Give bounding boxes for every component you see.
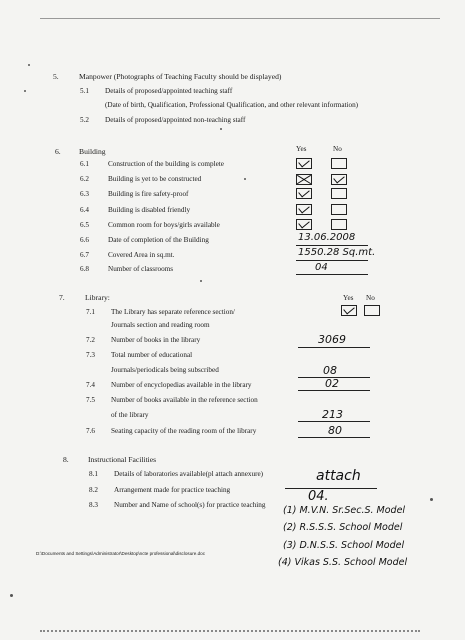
- item-6-8-number: 6.8: [80, 265, 89, 273]
- item-7-6-number: 7.6: [86, 427, 95, 435]
- item-7-4-answer: 02: [325, 377, 339, 390]
- item-6-2-no-box: [331, 174, 347, 185]
- item-6-4-no-box: [331, 204, 347, 215]
- item-7-1-yes-box: [341, 305, 357, 316]
- item-6-3-label: Building is fire safety-proof: [108, 190, 189, 198]
- check-mark-icon: [333, 172, 345, 183]
- check-mark-icon: [298, 217, 310, 228]
- item-7-3-answer: 08: [323, 364, 337, 377]
- item-7-5-answer: 213: [322, 408, 343, 421]
- item-6-2-number: 6.2: [80, 175, 89, 183]
- item-6-3-no-box: [331, 188, 347, 199]
- answer-underline: [298, 347, 370, 348]
- item-8-1-answer: attach: [316, 468, 361, 484]
- item-6-1-no-box: [331, 158, 347, 169]
- answer-underline: [296, 274, 368, 275]
- scan-speck: [200, 280, 202, 282]
- item-5-2-number: 5.2: [80, 116, 89, 124]
- answer-underline: [298, 437, 370, 438]
- item-6-4-yes-box: [296, 204, 312, 215]
- item-7-1-number: 7.1: [86, 308, 95, 316]
- item-6-3-yes-box: [296, 188, 312, 199]
- item-6-7-answer: 1550.28 Sq.mt.: [298, 247, 376, 258]
- item-6-4-number: 6.4: [80, 206, 89, 214]
- scan-speck: [244, 178, 246, 180]
- check-mark-icon: [298, 156, 310, 167]
- item-6-1-yes-box: [296, 158, 312, 169]
- school-2: (2) R.S.S.S. School Model: [283, 522, 403, 533]
- item-7-3-number: 7.3: [86, 351, 95, 359]
- answer-underline: [296, 245, 368, 246]
- item-8-3-label: Number and Name of school(s) for practice teaching: [114, 501, 266, 509]
- scan-speck: [28, 64, 30, 66]
- item-6-4-label: Building is disabled friendly: [108, 206, 191, 214]
- item-8-1-label: Details of laboratories available(pl attach annexure): [114, 470, 264, 478]
- section-8-title: Instructional Facilities: [88, 455, 157, 464]
- answer-underline: [298, 421, 370, 422]
- section-6-number: 6.: [55, 147, 61, 156]
- school-3: (3) D.N.S.S. School Model: [283, 540, 405, 551]
- item-7-2-answer: 3069: [318, 333, 346, 346]
- item-6-8-label: Number of classrooms: [108, 265, 174, 273]
- item-7-5-label-line2: of the library: [111, 411, 149, 419]
- item-7-1-label-line2: Journals section and reading room: [111, 321, 210, 329]
- item-6-5-yes-box: [296, 219, 312, 230]
- item-8-2-label: Arrangement made for practice teaching: [114, 486, 231, 494]
- item-5-2-label: Details of proposed/appointed non-teaching staff: [105, 116, 246, 124]
- item-6-8-answer: 04: [315, 262, 328, 273]
- item-6-6-label: Date of completion of the Building: [108, 236, 209, 244]
- item-7-3-label-line1: Total number of educational: [111, 351, 193, 359]
- item-7-2-label: Number of books in the library: [111, 336, 201, 344]
- scan-edge-line: [40, 18, 440, 19]
- item-7-5-number: 7.5: [86, 396, 95, 404]
- footer-file-path: D:\Documents and Settings\Administrator\Desktop\ncte professional\disclosure.doc: [36, 551, 206, 556]
- item-6-1-number: 6.1: [80, 160, 89, 168]
- school-1: (1) M.V.N. Sr.Sec.S. Model: [283, 505, 406, 516]
- answer-underline: [296, 260, 368, 261]
- item-5-1-label: Details of proposed/appointed teaching staff: [105, 87, 233, 95]
- section-6-title: Building: [79, 147, 106, 156]
- check-mark-icon: [343, 303, 355, 314]
- item-6-6-number: 6.6: [80, 236, 89, 244]
- scan-speck: [10, 594, 13, 597]
- item-6-3-number: 6.3: [80, 190, 89, 198]
- scan-speck: [24, 90, 26, 92]
- item-6-5-no-box: [331, 219, 347, 230]
- item-8-3-answer: 04.: [308, 489, 329, 504]
- item-6-5-number: 6.5: [80, 221, 89, 229]
- item-5-1-number: 5.1: [80, 87, 89, 95]
- item-7-4-label: Number of encyclopedias available in the library: [111, 381, 252, 389]
- school-4: (4) Vikas S.S. School Model: [278, 557, 408, 568]
- answer-underline: [298, 390, 370, 391]
- item-8-1-number: 8.1: [89, 470, 98, 478]
- item-7-1-no-box: [364, 305, 380, 316]
- scan-speck: [430, 498, 433, 501]
- item-8-3-number: 8.3: [89, 501, 98, 509]
- item-6-5-label: Common room for boys/girls available: [108, 221, 220, 229]
- item-6-7-number: 6.7: [80, 251, 89, 259]
- building-no-header: No: [333, 145, 342, 153]
- item-6-7-label: Covered Area in sq.mt.: [108, 251, 175, 259]
- section-7-title: Library:: [85, 293, 110, 302]
- item-6-6-answer: 13.06.2008: [298, 232, 356, 243]
- scan-bottom-noise: [40, 630, 420, 632]
- item-7-6-answer: 80: [328, 424, 342, 437]
- section-5-number: 5.: [53, 72, 59, 81]
- answer-underline: [285, 488, 377, 489]
- item-8-2-number: 8.2: [89, 486, 98, 494]
- item-5-1-note: (Date of birth, Qualification, Professional Qualification, and other relevant information): [105, 101, 359, 109]
- library-no-header: No: [366, 294, 375, 302]
- section-7-number: 7.: [59, 293, 65, 302]
- item-7-5-label-line1: Number of books available in the reference section: [111, 396, 258, 404]
- item-7-1-label-line1: The Library has separate reference section/: [111, 308, 235, 316]
- item-7-2-number: 7.2: [86, 336, 95, 344]
- library-yes-header: Yes: [343, 294, 354, 302]
- check-mark-icon: [298, 186, 310, 197]
- item-6-2-label: Building is yet to be constructed: [108, 175, 202, 183]
- section-8-number: 8.: [63, 455, 69, 464]
- item-6-1-label: Construction of the building is complete: [108, 160, 224, 168]
- building-yes-header: Yes: [296, 145, 307, 153]
- scan-speck: [220, 128, 222, 130]
- item-6-2-yes-box: [296, 174, 312, 185]
- item-7-4-number: 7.4: [86, 381, 95, 389]
- item-7-6-label: Seating capacity of the reading room of the library: [111, 427, 257, 435]
- section-5-title: Manpower (Photographs of Teaching Faculty should be displayed): [79, 72, 282, 81]
- check-mark-icon: [298, 202, 310, 213]
- item-7-3-label-line2: Journals/periodicals being subscribed: [111, 366, 219, 374]
